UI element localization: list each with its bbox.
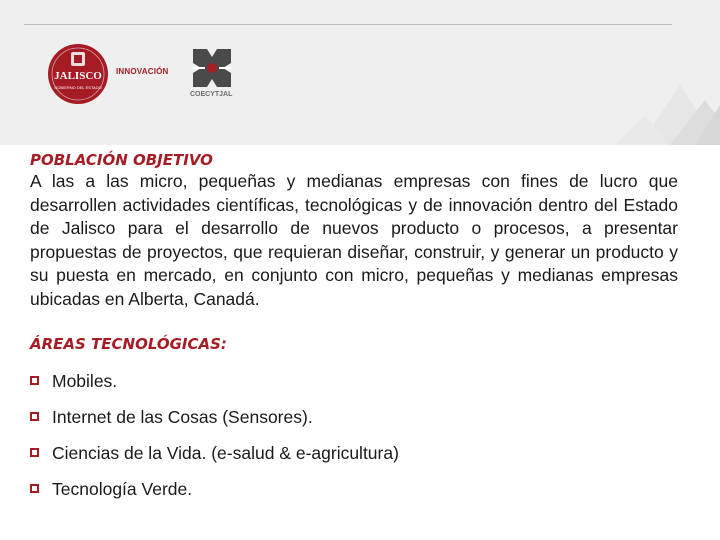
square-bullet-icon <box>30 376 39 385</box>
list-item-label: Ciencias de la Vida. (e-salud & e-agricultura) <box>52 442 399 463</box>
list-item <box>30 370 678 406</box>
main-content <box>30 150 678 514</box>
square-bullet-icon <box>30 484 39 493</box>
jalisco-seal-logo <box>47 43 109 105</box>
list-item <box>30 478 678 514</box>
list-item <box>30 442 678 478</box>
list-item-label: Mobiles. <box>52 370 118 391</box>
svg-text:JALISCO: JALISCO <box>54 70 102 82</box>
coecytjal-logo-text: COECYTJAL <box>190 91 233 98</box>
areas-heading: ÁREAS TECNOLÓGICAS: <box>30 334 227 353</box>
header-band <box>0 0 720 145</box>
list-item <box>30 406 678 442</box>
objective-paragraph: A las a las micro, pequeñas y medianas empresas con fines de lucro que desarrollen actividades científicas, tecnológicas y de innovación dentro del Estado de Jalisco para el desarrollo de nuevos producto o procesos, a presentar propuestas de proyectos, que requieran diseñar, construir, y generar un producto y su puesta en mercado, en conjunto con micro, pequeñas y medianas empresas ubicadas en Alberta, Canadá. <box>30 171 678 309</box>
list-item-label: Internet de las Cosas (Sensores). <box>52 406 313 427</box>
innovacion-brand-text: INNOVACIÓN <box>116 67 169 76</box>
decorative-triangles <box>520 75 720 145</box>
areas-list <box>30 370 678 514</box>
square-bullet-icon <box>30 412 39 421</box>
square-bullet-icon <box>30 448 39 457</box>
objective-heading: POBLACIÓN OBJETIVO <box>30 151 213 169</box>
coecytjal-logo-icon <box>191 47 233 91</box>
svg-text:GOBIERNO DEL ESTADO: GOBIERNO DEL ESTADO <box>54 85 102 90</box>
list-item-label: Tecnología Verde. <box>52 478 193 499</box>
header-divider <box>24 24 672 25</box>
